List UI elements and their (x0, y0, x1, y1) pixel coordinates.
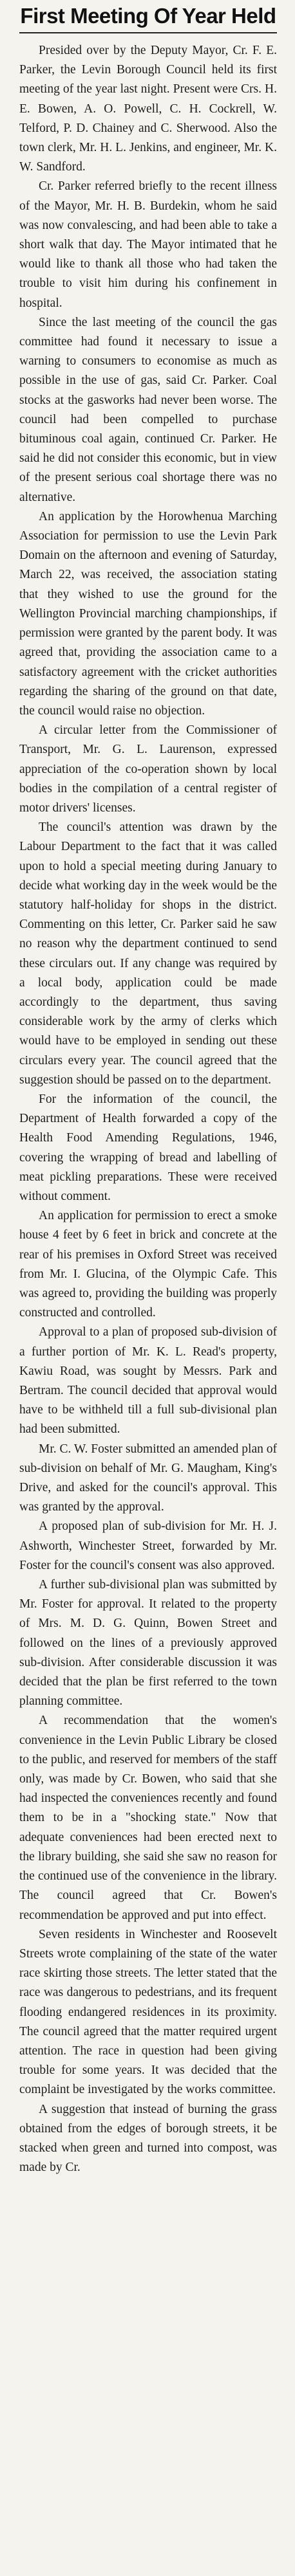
paragraph-10: Mr. C. W. Foster submitted an amended plan of sub-division on behalf of Mr. G. Maugham, King's Drive, and asked for the council's approval. This was granted by the approval. (19, 1442, 277, 1514)
paragraph-14: Seven residents in Winchester and Roosevelt Streets wrote complaining of the state of the water race skirting those streets. The letter stated that the race was dangerous to pedestrians, and its frequent flooding endangered residences in its proximity. The council agreed that the matter required urgent attention. The race in question had been giving trouble for some years. It was decided that the complaint be investigated by the works committee. (19, 1927, 277, 2097)
paragraph-15: A suggestion that instead of burning the grass obtained from the edges of borough streets, it be stacked when green and turned into compost, was made by Cr. (19, 2102, 277, 2175)
paragraph-13: A recommendation that the women's convenience in the Levin Public Library be closed to the public, and reserved for members of the staff only, was made by Cr. Bowen, who said that she had inspected the conveniences recently and found them to be in a "shocking state." Now that adequate conveniences had been erected next to the library building, she said she saw no reason for the continued use of the convenience in the library. The council agreed that Cr. Bowen's recommendation be approved and put into effect. (19, 1714, 277, 1922)
page-edge (0, 2571, 295, 2576)
paragraph-4: An application by the Horowhenua Marching Association for permission to use the Levin Park Domain on the afternoon and evening of Saturday, March 22, was received, the association stating that they wished to use the ground for the Wellington Provincial marching championships, if permission were granted by the parent body. It was agreed that, providing the association came to a satisfactory agreement with the cricket authorities regarding the sharing of the ground on that date, the council would raise no objection. (19, 509, 277, 718)
paragraph-6: The council's attention was drawn by the Labour Department to the fact that it was called upon to hold a special meeting during January to decide what working day in the week would be the statutory half-holiday for shops in the district. Commenting on this letter, Cr. Parker said he saw no reason why the department continued to send these circulars out. If any change was required by a local body, application could be made accordingly to the department, thus saving considerable work by the army of clerks which would have to be employed in sending out these circulars every year. The council agreed that the suggestion should be passed on to the department. (19, 821, 277, 1087)
paragraph-9: Approval to a plan of proposed sub-division of a further portion of Mr. K. L. Read's property, Kawiu Road, was sought by Messrs. Park and Bertram. The council decided that approval would have to be withheld till a full sub-divisional plan had been submitted. (19, 1325, 277, 1437)
paragraph-8: An application for permission to erect a smoke house 4 feet by 6 feet in brick and concrete at the rear of his premises in Oxford Street was received from Mr. I. Glucina, of the Olympic Cafe. This was agreed to, providing the building was properly constructed and controlled. (19, 1209, 277, 1320)
paragraph-11: A proposed plan of sub-division for Mr. H. J. Ashworth, Winchester Street, forwarded by Mr. Foster for the council's consent was also approved. (19, 1519, 277, 1572)
paragraph-2: Cr. Parker referred briefly to the recent illness of the Mayor, Mr. H. B. Burdekin, whom he said was now convalescing, and had been able to take a short walk that day. The Mayor intimated that he would like to thank all those who had taken the trouble to visit him during his confinement in hospital. (19, 179, 277, 310)
paragraph-1: Presided over by the Deputy Mayor, Cr. F. E. Parker, the Levin Borough Council held its first meeting of the year last night. Present were Crs. H. E. Bowen, A. O. Powell, C. H. Cockrell, W. Telford, P. D. Chainey and C. Sherwood. Also the town clerk, Mr. H. L. Jenkins, and engineer, Mr. K. W. Sandford. (19, 44, 277, 174)
paragraph-7: For the information of the council, the Department of Health forwarded a copy of the Health Food Amending Regulations, 1946, covering the wrapping of bread and labelling of meat pickling preparations. These were received without comment. (19, 1092, 277, 1203)
article-headline: First Meeting Of Year Held (20, 4, 276, 28)
paragraph-3: Since the last meeting of the council the gas committee had found it necessary to issue a warning to consumers to economise as much as possible in the use of gas, said Cr. Parker. Coal stocks at the gasworks had never been worse. The council had been compelled to purchase bituminous coal again, continued Cr. Parker. He said he did not consider this economic, but in view of the present serious coal shortage there was no alternative. (19, 315, 277, 504)
article-body (19, 41, 277, 2177)
paragraph-5: A circular letter from the Commissioner of Transport, Mr. G. L. Laurenson, expressed appreciation of the co-operation shown by local bodies in the compilation of a central register of motor drivers' licenses. (19, 723, 277, 815)
headline-rule (19, 32, 277, 33)
paragraph-12: A further sub-divisional plan was submitted by Mr. Foster for approval. It related to the property of Mrs. M. D. G. Quinn, Bowen Street and followed on the lines of a previously approved sub-division. After considerable discussion it was decided that the plan be first referred to the town planning committee. (19, 1578, 277, 1709)
